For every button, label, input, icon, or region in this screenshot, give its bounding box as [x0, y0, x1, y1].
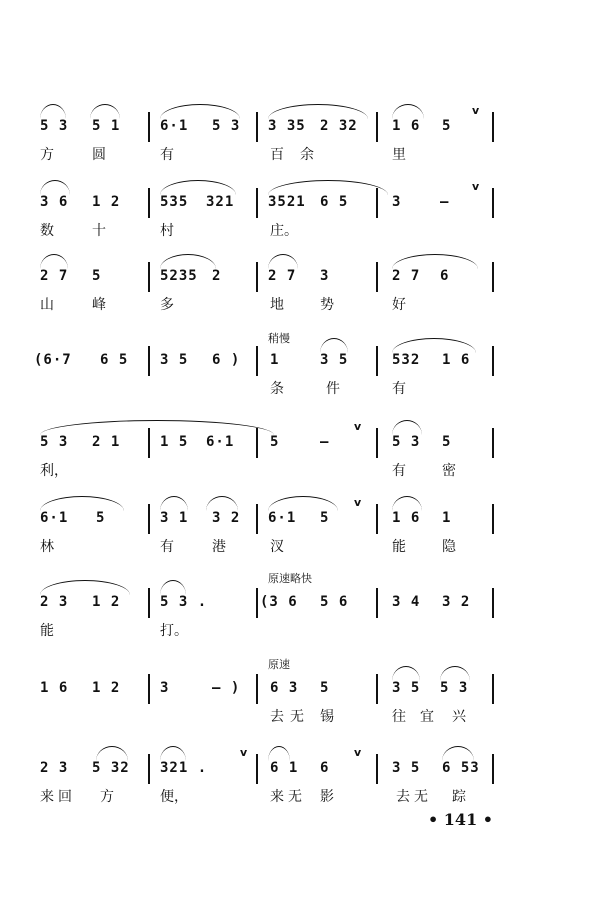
slur [440, 666, 470, 681]
breath-mark-icon: v [472, 180, 480, 193]
note-group: 5 [270, 434, 280, 450]
note-group: 5235 [160, 268, 198, 284]
note-group: 6·1 [40, 510, 69, 526]
lyric: 好 [392, 297, 406, 313]
note-group: 3 [160, 680, 170, 696]
lyric: 件 [326, 381, 340, 397]
barline [148, 112, 150, 142]
barline [376, 112, 378, 142]
note-group: 6 5 [320, 194, 349, 210]
note-group: 1 2 [92, 594, 121, 610]
barline [492, 428, 494, 458]
note-group: 6 ) [212, 352, 241, 368]
slur [268, 104, 368, 119]
barline [148, 674, 150, 704]
note-group: 1 6 [392, 510, 421, 526]
note-group: 6 53 [442, 760, 480, 776]
note-group: 2 32 [320, 118, 358, 134]
note-group: 1 2 [92, 194, 121, 210]
barline [492, 112, 494, 142]
note-group: 2 1 [92, 434, 121, 450]
note-group: 2 7 [392, 268, 421, 284]
notes-line [0, 496, 600, 532]
lyric: 影 [320, 789, 334, 805]
lyric: 地 [270, 297, 284, 313]
slur [320, 338, 348, 353]
lyrics-line [0, 706, 600, 728]
barline [148, 262, 150, 292]
notes-line [0, 594, 600, 616]
note-group: 5 32 [92, 760, 130, 776]
note-group: 5 [96, 510, 106, 526]
note-group: 5 3 [212, 118, 241, 134]
note-group: (3 6 [260, 594, 298, 610]
barline [148, 504, 150, 534]
lyric: 势 [320, 297, 334, 313]
note-group: 2 3 [40, 760, 69, 776]
note-group: 532 [392, 352, 421, 368]
note-group: 6 [320, 760, 330, 776]
lyric: 隐 [442, 539, 456, 555]
note-group: 2 [212, 268, 222, 284]
note-group: 6·1 [206, 434, 235, 450]
staff-row-3 [0, 268, 600, 338]
barline [148, 188, 150, 218]
lyric: 方 [100, 789, 114, 805]
note-group: 1 2 [92, 680, 121, 696]
lyric: 庄。 [270, 223, 298, 239]
note-group: 6·1 [160, 118, 189, 134]
slur [160, 580, 186, 595]
note-group: 1 5 [160, 434, 189, 450]
note-group: 5 [320, 510, 330, 526]
tempo-marking: 稍慢 [268, 332, 290, 345]
lyric: 回 [58, 789, 72, 805]
slur [392, 420, 422, 435]
lyric: 锡 [320, 709, 334, 725]
lyric: 港 [212, 539, 226, 555]
note-group: 5 3 [40, 434, 69, 450]
lyric: 密 [442, 463, 456, 479]
lyrics-line [0, 378, 600, 400]
note-group: 3 [320, 268, 330, 284]
barline [256, 588, 258, 618]
notes-line [0, 420, 600, 456]
note-group: (6·7 [34, 352, 72, 368]
note-group: 1 6 [40, 680, 69, 696]
barline [376, 346, 378, 376]
barline [492, 588, 494, 618]
note-group: 5 [92, 268, 102, 284]
barline [256, 188, 258, 218]
note-group: 3 5 [160, 352, 189, 368]
staff-row-1 [0, 104, 600, 188]
barline [148, 346, 150, 376]
barline [256, 754, 258, 784]
lyric: 无 [288, 789, 302, 805]
barline [492, 504, 494, 534]
barline [148, 588, 150, 618]
lyric: 汊 [270, 539, 284, 555]
note-group: 5 [442, 118, 452, 134]
page-number: • 141 • [428, 810, 493, 829]
note-group: 5 3 [440, 680, 469, 696]
barline [376, 188, 378, 218]
breath-mark-icon: v [354, 420, 362, 433]
note-group: 5 [320, 680, 330, 696]
note-group: 6 [440, 268, 450, 284]
notes-line [0, 180, 600, 216]
barline [492, 346, 494, 376]
lyric: 百余 [270, 147, 330, 163]
note-group: 3 5 [320, 352, 349, 368]
barline [376, 262, 378, 292]
note-group: 2 7 [40, 268, 69, 284]
lyric: 打。 [160, 623, 188, 639]
lyric: 宜 [420, 709, 434, 725]
lyric: 来 [270, 789, 284, 805]
lyrics-line [0, 620, 600, 642]
lyric: 能 [392, 539, 406, 555]
lyric: 踪 [452, 789, 466, 805]
note-group: 5 3 [392, 434, 421, 450]
note-group: 3 35 [268, 118, 306, 134]
note-group: – [440, 194, 450, 210]
barline [256, 428, 258, 458]
lyric: 有 [392, 463, 406, 479]
barline [492, 188, 494, 218]
lyric: 去 [270, 709, 284, 725]
note-group: 1 [270, 352, 280, 368]
notes-line [0, 352, 600, 374]
note-group: 5 3 [40, 118, 69, 134]
breath-mark-icon: v [354, 496, 362, 509]
staff-row-4 [0, 332, 600, 422]
lyric: 有 [160, 539, 174, 555]
slur [90, 104, 120, 119]
note-group: 6 1 [270, 760, 299, 776]
lyric: 圆 [92, 147, 106, 163]
barline [256, 112, 258, 142]
note-group: 3521 [268, 194, 306, 210]
note-group: 1 [442, 510, 452, 526]
note-group: 3 2 [442, 594, 471, 610]
staff-row-9 [0, 746, 600, 830]
lyric: 村 [160, 223, 174, 239]
lyric: 林 [40, 539, 54, 555]
lyric: 兴 [452, 709, 466, 725]
note-group: 3 [392, 194, 402, 210]
barline [376, 428, 378, 458]
slur [392, 338, 476, 353]
note-group: 3 5 [392, 760, 421, 776]
lyrics-line [0, 786, 600, 808]
barline [256, 346, 258, 376]
staff-row-5 [0, 420, 600, 504]
note-group: – ) [212, 680, 241, 696]
lyric: 利， [40, 463, 68, 479]
breath-mark-icon: v [354, 746, 362, 759]
barline [492, 262, 494, 292]
note-group: 321 . [160, 760, 208, 776]
barline [256, 262, 258, 292]
note-group: 321 [206, 194, 235, 210]
slur [160, 104, 240, 119]
note-group: 5 [442, 434, 452, 450]
note-group: 1 6 [442, 352, 471, 368]
breath-mark-icon: v [240, 746, 248, 759]
staff-row-2 [0, 180, 600, 264]
notes-line [0, 268, 600, 290]
note-group: 3 4 [392, 594, 421, 610]
note-group: 5 6 [320, 594, 349, 610]
barline [148, 428, 150, 458]
lyric: 去 [396, 789, 410, 805]
lyrics-line [0, 460, 600, 482]
slur [392, 666, 420, 681]
lyric: 山 [40, 297, 54, 313]
note-group: 3 2 [212, 510, 241, 526]
lyric: 无 [290, 709, 304, 725]
barline [376, 588, 378, 618]
barline [376, 504, 378, 534]
note-group: 6 5 [100, 352, 129, 368]
lyrics-line [0, 220, 600, 242]
lyric: 方 [40, 147, 54, 163]
lyric: 往 [392, 709, 406, 725]
lyric: 有 [392, 381, 406, 397]
slur [40, 420, 274, 435]
lyrics-line [0, 144, 600, 166]
lyric: 来 [40, 789, 54, 805]
lyric: 数 [40, 223, 54, 239]
lyric: 峰 [92, 297, 106, 313]
lyric: 无 [414, 789, 428, 805]
note-group: 5 1 [92, 118, 121, 134]
note-group: 5 3 . [160, 594, 208, 610]
lyric: 多 [160, 297, 174, 313]
tempo-marking: 原速 [268, 658, 290, 671]
note-group: 535 [160, 194, 189, 210]
breath-mark-icon: v [472, 104, 480, 117]
lyric: 便， [160, 789, 188, 805]
lyric: 能 [40, 623, 54, 639]
lyrics-line [0, 294, 600, 316]
slur [392, 104, 424, 119]
note-group: 6 3 [270, 680, 299, 696]
lyric: 十 [92, 223, 106, 239]
note-group: 1 6 [392, 118, 421, 134]
slur [40, 580, 130, 595]
note-group: 3 1 [160, 510, 189, 526]
note-group: 3 6 [40, 194, 69, 210]
barline [492, 754, 494, 784]
lyric: 里 [392, 147, 406, 163]
tempo-marking: 原速略快 [268, 572, 312, 585]
barline [376, 674, 378, 704]
note-group: 2 3 [40, 594, 69, 610]
lyric: 条 [270, 381, 284, 397]
barline [492, 674, 494, 704]
note-group: 2 7 [268, 268, 297, 284]
note-group: 3 5 [392, 680, 421, 696]
lyric: 有 [160, 147, 174, 163]
staff-row-8 [0, 658, 600, 750]
note-group: 6·1 [268, 510, 297, 526]
note-group: – [320, 434, 330, 450]
notes-line [0, 680, 600, 702]
barline [256, 504, 258, 534]
lyrics-line [0, 536, 600, 558]
staff-row-7 [0, 572, 600, 664]
slur [40, 104, 66, 119]
notes-line [0, 746, 600, 782]
barline [148, 754, 150, 784]
barline [376, 754, 378, 784]
barline [256, 674, 258, 704]
notes-line [0, 104, 600, 140]
